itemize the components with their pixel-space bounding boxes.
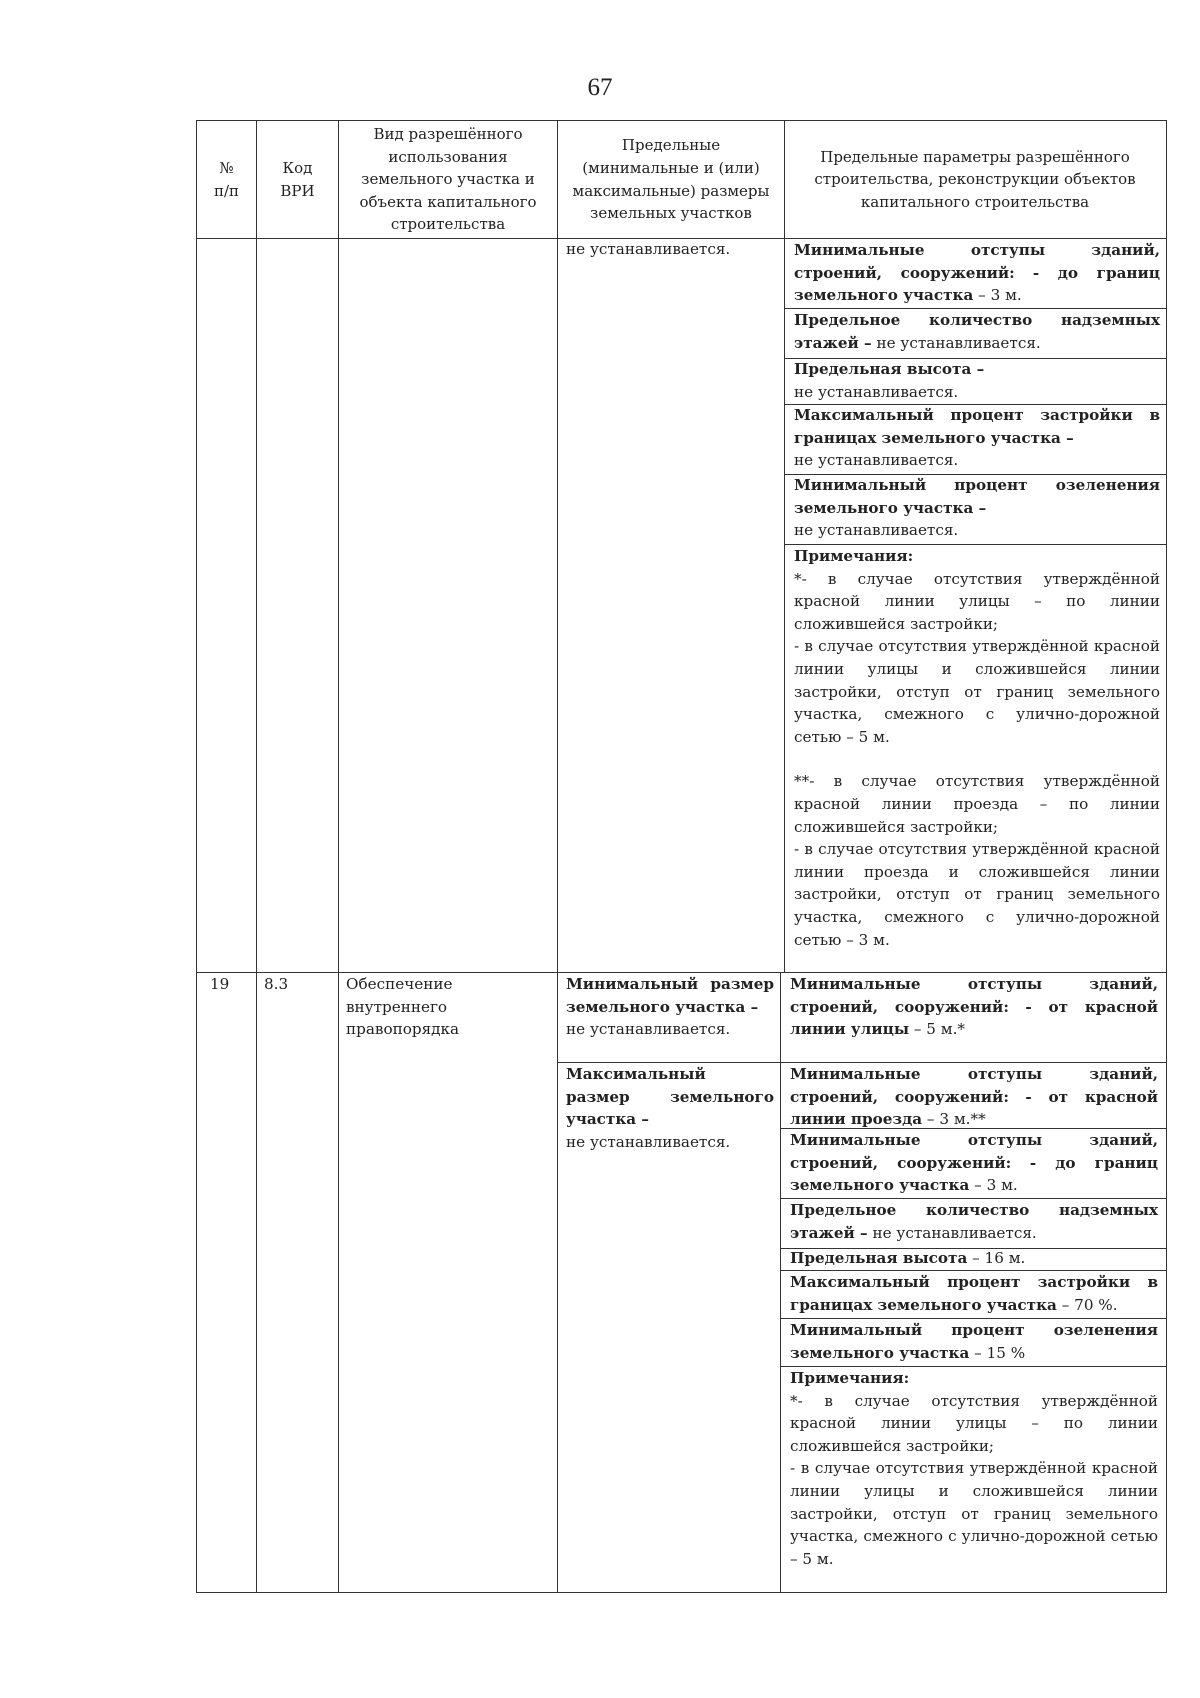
param-height xyxy=(794,358,1160,403)
table-border-right xyxy=(1166,120,1167,1592)
param-max-coverage xyxy=(790,1271,1158,1316)
continuation-plot-size: не устанавливается. xyxy=(566,240,731,258)
table-border-left xyxy=(196,120,197,1592)
param-value: не устанавливается. xyxy=(871,333,1041,352)
note-text: - в случае отсутствия утверждённой красной линии проезда и сложившейся линии застройки, отступ от границ земельного участка, смежного с улично-дорожной сетью – 3 м. xyxy=(794,840,1160,949)
param-height xyxy=(790,1248,1158,1269)
param-value: не устанавливается. xyxy=(794,382,959,401)
header-use-type: Вид разрешённого использования земельного участка и объекта капитального строительства xyxy=(359,125,537,234)
param-max-coverage xyxy=(794,404,1160,472)
size-title: Максимальный размер земельного участка – xyxy=(566,1065,774,1129)
header-params: Предельные параметры разрешённого строительства, реконструкции объектов капитального строительства xyxy=(814,147,1136,211)
param-setback-street xyxy=(790,973,1158,1041)
param-value: – 3 м.** xyxy=(922,1110,986,1129)
param-setback-borders xyxy=(790,1129,1158,1197)
param-title: Минимальные отступы зданий, строений, сооружений: xyxy=(790,975,1158,1016)
param-subtitle: - до границ земельного участка xyxy=(790,1153,1159,1195)
col-divider-1 xyxy=(256,120,257,1592)
notes-title: Примечания: xyxy=(790,1369,910,1387)
header-no: № п/п xyxy=(213,158,240,200)
notes-title: Примечания: xyxy=(794,547,914,565)
param-min-greenery xyxy=(794,474,1160,542)
param-value: – 5 м.* xyxy=(909,1020,966,1039)
param-value: не устанавливается. xyxy=(794,451,959,470)
param-title: Минимальные отступы зданий, строений, сооружений: xyxy=(790,1065,1158,1106)
param-title: Минимальные отступы зданий, строений, сооружений: xyxy=(790,1131,1158,1172)
param-min-greenery xyxy=(790,1319,1158,1364)
row-19-min-size xyxy=(566,973,774,1041)
param-value: не устанавливается. xyxy=(794,521,959,540)
header-code: Код ВРИ xyxy=(280,158,315,200)
col-divider-3 xyxy=(557,120,558,1592)
notes-block xyxy=(794,545,1160,951)
param-subtitle: - до границ земельного участка xyxy=(794,263,1161,305)
param-title: Минимальные отступы зданий, строений, сооружений: xyxy=(794,241,1160,282)
note-text: **- в случае отсутствия утверждённой красной линии проезда – по линии сложившейся застройки; xyxy=(794,772,1160,836)
notes-block xyxy=(790,1367,1158,1570)
param-subtitle: - от красной линии улицы xyxy=(790,997,1159,1039)
note-text: *- в случае отсутствия утверждённой красной линии улицы – по линии сложившейся застройки; xyxy=(790,1391,1158,1455)
param-title: Предельное количество надземных этажей – xyxy=(790,1201,1158,1242)
table-border-bottom xyxy=(196,1592,1167,1593)
param-title: Предельная высота xyxy=(790,1249,968,1267)
size-value: не устанавливается. xyxy=(566,1132,731,1151)
param-title: Минимальный процент озеленения земельного участка – xyxy=(794,476,1160,517)
header-plot-size: Предельные (минимальные и (или) максимальные) размеры земельных участков xyxy=(572,136,770,223)
note-text: - в случае отсутствия утверждённой красной линии улицы и сложившейся линии застройки, отступ от границ земельного участка, смежного с улично-дорожной сетью – 5 м. xyxy=(790,1459,1158,1568)
param-title: Предельная высота – xyxy=(794,360,985,378)
size-value: не устанавливается. xyxy=(566,1020,731,1039)
param-setback-passage xyxy=(790,1063,1158,1131)
param-setback-borders xyxy=(794,239,1160,307)
note-text: - в случае отсутствия утверждённой красной линии улицы и сложившейся линии застройки, отступ от границ земельного участка, смежного с улично-дорожной сетью – 5 м. xyxy=(794,637,1160,746)
param-value: – 70 %. xyxy=(1056,1295,1118,1314)
row-19-code: 8.3 xyxy=(264,975,289,993)
note-text: *- в случае отсутствия утверждённой красной линии улицы – по линии сложившейся застройки; xyxy=(794,569,1160,633)
param-floors xyxy=(794,309,1160,354)
param-subtitle: - от красной линии проезда xyxy=(790,1087,1159,1129)
param-floors xyxy=(790,1199,1158,1244)
col-divider-4b xyxy=(780,972,781,1592)
param-title: Предельное количество надземных этажей – xyxy=(794,311,1160,352)
page-number: 67 xyxy=(587,74,613,101)
param-title: Минимальный процент озеленения земельного участка xyxy=(790,1321,1158,1362)
col-divider-2 xyxy=(338,120,339,1592)
col-divider-4 xyxy=(784,120,785,972)
param-title: Максимальный процент застройки в границах земельного участка – xyxy=(794,406,1160,447)
size-title: Минимальный размер земельного участка – xyxy=(566,975,774,1016)
param-value: – 15 % xyxy=(969,1343,1026,1362)
param-value: – 16 м. xyxy=(967,1249,1026,1267)
param-value: – 3 м. xyxy=(973,286,1022,305)
param-value: не устанавливается. xyxy=(867,1223,1037,1242)
param-title: Максимальный процент застройки в границах земельного участка xyxy=(790,1273,1158,1314)
row-19-number: 19 xyxy=(210,975,230,993)
row-19-use-type: Обеспечение внутреннего правопорядка xyxy=(346,975,460,1039)
param-value: – 3 м. xyxy=(969,1176,1018,1195)
row-19-max-size xyxy=(566,1063,774,1153)
